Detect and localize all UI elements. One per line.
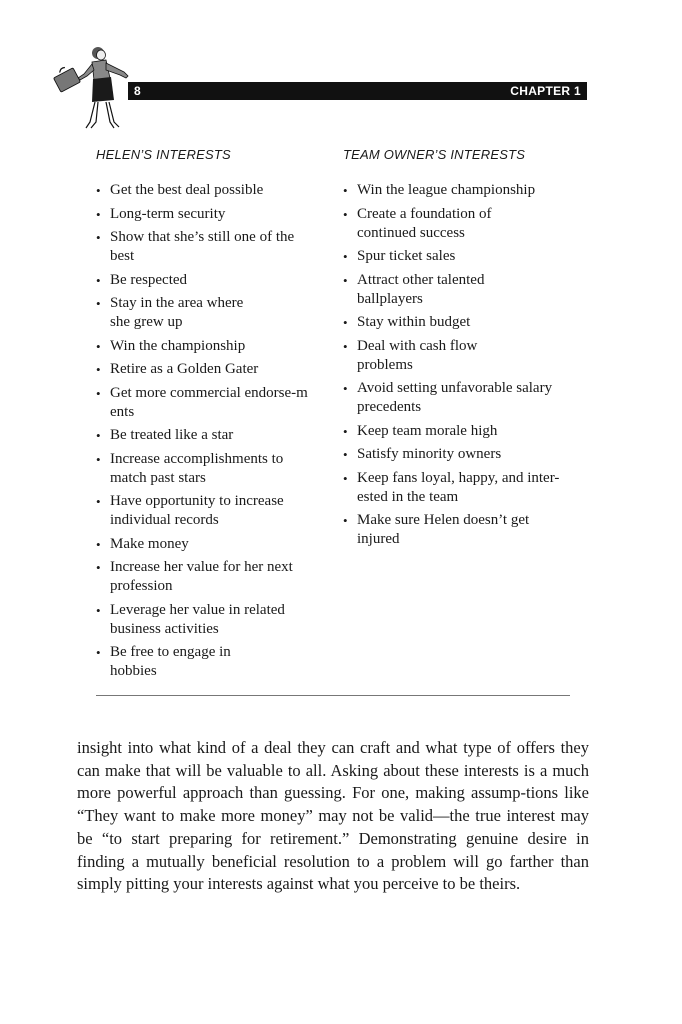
chapter-label: CHAPTER 1 — [510, 84, 581, 98]
list-item: • Keep team morale high — [343, 422, 593, 441]
helens-interests-heading: HELEN’S INTERESTS — [96, 147, 231, 162]
list-item: • Stay in the area where she grew up — [96, 294, 265, 332]
list-item: • Be respected — [96, 271, 310, 290]
list-item: • Show that she’s still one of the best — [96, 228, 310, 266]
helens-interests-list — [96, 181, 332, 681]
list-item: • Stay within budget — [343, 313, 593, 332]
list-item: • Avoid setting unfavorable salary precedents — [343, 379, 577, 417]
list-item: • Have opportunity to increase individual records — [96, 492, 310, 530]
list-item: • Create a foundation of continued success — [343, 205, 517, 243]
list-item: • Deal with cash flow problems — [343, 337, 497, 375]
list-item: • Make sure Helen doesn’t get injured — [343, 511, 557, 549]
list-item: • Get more commercial endorse-ments — [96, 384, 310, 422]
businesswoman-illustration — [46, 46, 136, 132]
team-owners-interests-list — [343, 181, 593, 549]
list-item: • Make money — [96, 535, 310, 554]
list-item: • Retire as a Golden Gater — [96, 360, 310, 379]
running-header — [128, 82, 587, 100]
section-divider — [96, 695, 570, 696]
list-item: • Keep fans loyal, happy, and inter-ested in the team — [343, 469, 582, 507]
page-number: 8 — [134, 84, 141, 98]
team-owners-interests-heading: TEAM OWNER’S INTERESTS — [343, 147, 526, 162]
body-paragraph: insight into what kind of a deal they can craft and what type of offers they can make that will be valuable to all. Asking about these interests is a much more powerful approach than guessing. For one, making assump-tions like “They want to make more money” may not be valid—the true interest may be “to start preparing for retirement.” Demonstrating genuine desire in finding a mutually beneficial resolution to a problem will go farther than simply pitting your interests against what you perceive to be theirs. — [77, 738, 589, 894]
list-item: • Get the best deal possible — [96, 181, 310, 200]
list-item: • Attract other talented ballplayers — [343, 271, 517, 309]
list-item: • Be treated like a star — [96, 426, 310, 445]
list-item: • Spur ticket sales — [343, 247, 593, 266]
list-item: • Increase accomplishments to match past stars — [96, 450, 295, 488]
list-item: • Increase her value for her next profession — [96, 558, 310, 596]
list-item: • Leverage her value in related business activities — [96, 601, 310, 639]
list-item: • Long-term security — [96, 205, 310, 224]
list-item: • Win the championship — [96, 337, 310, 356]
list-item: • Win the league championship — [343, 181, 593, 200]
helens-interests-column — [96, 147, 332, 686]
team-owners-interests-column — [343, 147, 593, 554]
list-item: • Satisfy minority owners — [343, 445, 593, 464]
list-item: • Be free to engage in hobbies — [96, 643, 255, 681]
